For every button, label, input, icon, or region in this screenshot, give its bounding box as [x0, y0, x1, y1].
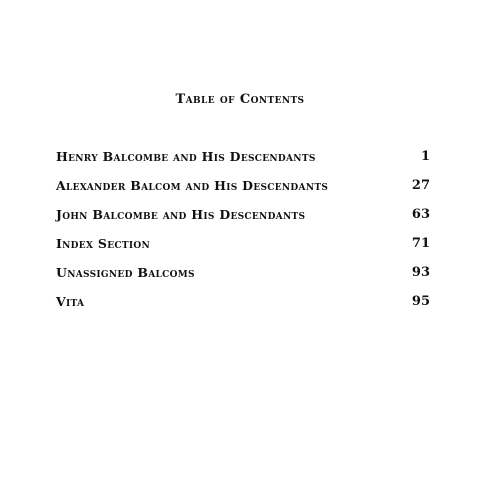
toc-entry-title: Vita [56, 294, 85, 309]
toc-entry-page-number: 1 [420, 149, 430, 164]
toc-entry-index-section [56, 233, 432, 262]
toc-entry-title: Unassigned Balcoms [56, 265, 195, 280]
toc-entry-page-number: 27 [411, 178, 430, 193]
toc-entry-vita [56, 291, 432, 320]
toc-entry-title: Henry Balcombe and His Descendants [56, 149, 316, 164]
toc-entry-title: John Balcombe and His Descendants [56, 207, 306, 222]
toc-entry-john-balcombe [56, 204, 432, 233]
toc-entry-title: Index Section [56, 236, 150, 251]
toc-entry-alexander-balcom [56, 175, 432, 204]
toc-entry-page-number: 71 [411, 236, 430, 251]
toc-entry-henry-balcombe [56, 146, 432, 175]
page-title: Table of Contents [175, 92, 305, 107]
toc-entry-unassigned-balcoms [56, 262, 432, 291]
toc-entry-page-number: 95 [411, 294, 430, 309]
toc-entry-page-number: 93 [411, 265, 430, 280]
toc-entry-title: Alexander Balcom and His Descendants [56, 178, 329, 193]
table-of-contents [56, 146, 432, 320]
toc-entry-page-number: 63 [411, 207, 430, 222]
